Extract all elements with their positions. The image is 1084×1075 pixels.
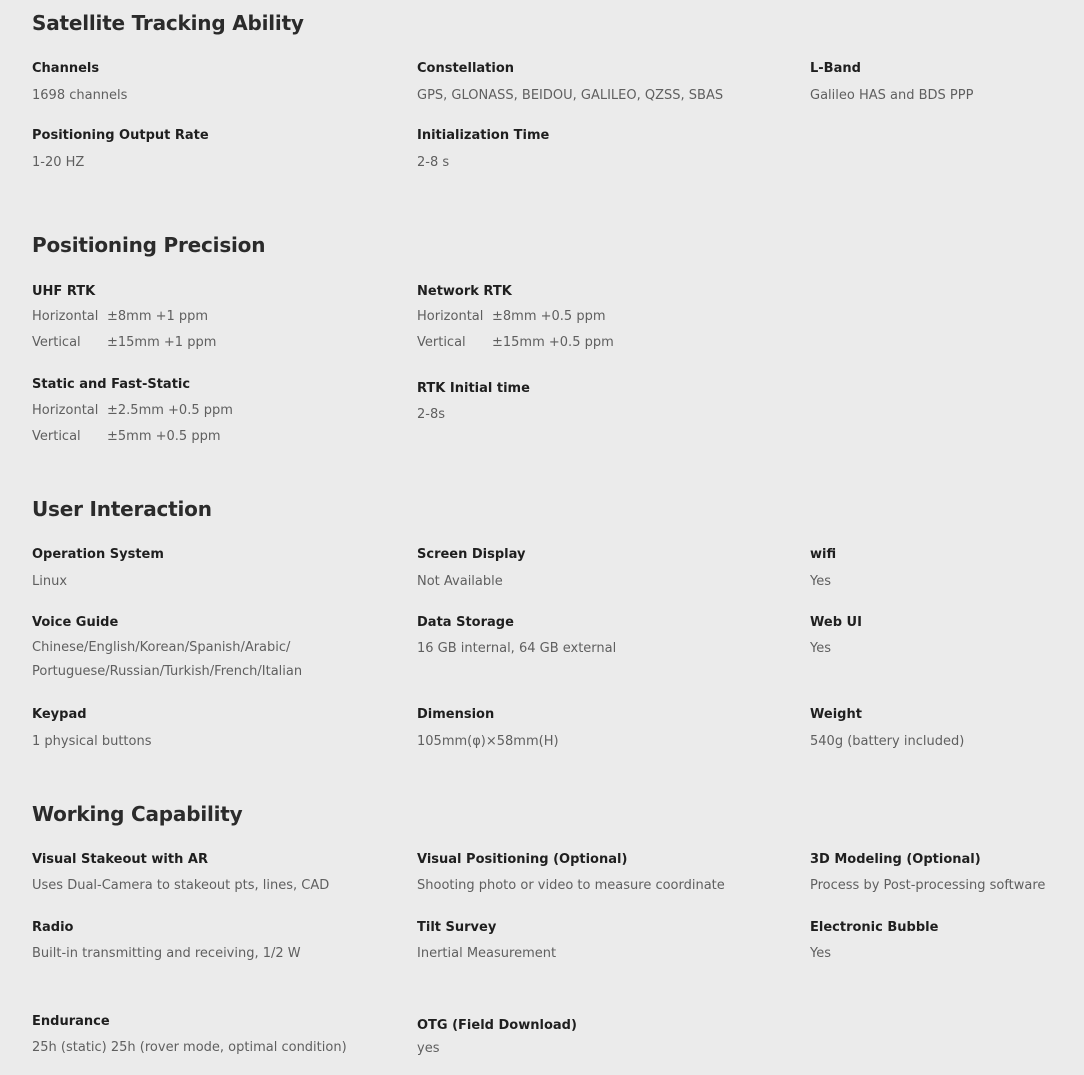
spec-value-visual-positioning: Shooting photo or video to measure coordinate: [417, 878, 725, 893]
spec-value-electronic-bubble: Yes: [810, 946, 831, 961]
spec-value-webui: Yes: [810, 641, 831, 656]
spec-value-lband: Galileo HAS and BDS PPP: [810, 88, 974, 103]
spec-label-voice: Voice Guide: [32, 615, 119, 630]
spec-value-endurance: 25h (static) 25h (rover mode, optimal condition): [32, 1040, 347, 1055]
spec-label-otg: OTG (Field Download): [417, 1018, 577, 1033]
spec-value-storage: 16 GB internal, 64 GB external: [417, 641, 617, 656]
spec-value-os: Linux: [32, 574, 68, 589]
spec-value-constellation: GPS, GLONASS, BEIDOU, GALILEO, QZSS, SBAS: [417, 88, 724, 103]
spec-label-weight: Weight: [810, 707, 862, 722]
spec-value-uhf-rtk: [32, 304, 216, 356]
spec-value-3d-modeling: Process by Post-processing software: [810, 878, 1046, 893]
spec-label-screen: Screen Display: [417, 547, 526, 562]
spec-label-uhf-rtk: UHF RTK: [32, 284, 96, 299]
section-title-interaction: User Interaction: [32, 497, 212, 521]
spec-value-channels: 1698 channels: [32, 88, 128, 103]
spec-label-keypad: Keypad: [32, 707, 87, 722]
precision-value: ±15mm +1 ppm: [107, 335, 217, 350]
precision-value: ±8mm +0.5 ppm: [492, 309, 606, 324]
spec-label-tilt-survey: Tilt Survey: [417, 920, 497, 935]
spec-label-webui: Web UI: [810, 615, 862, 630]
spec-label-rtk-initial: RTK Initial time: [417, 381, 530, 396]
spec-label-visual-positioning: Visual Positioning (Optional): [417, 852, 628, 867]
spec-label-network-rtk: Network RTK: [417, 284, 512, 299]
spec-label-wifi: wifi: [810, 547, 837, 562]
spec-label-dimension: Dimension: [417, 707, 495, 722]
spec-value-tilt-survey: Inertial Measurement: [417, 946, 557, 961]
section-title-satellite: Satellite Tracking Ability: [32, 11, 304, 35]
precision-value: ±5mm +0.5 ppm: [107, 429, 221, 444]
spec-value-wifi: Yes: [810, 574, 831, 589]
precision-value: ±8mm +1 ppm: [107, 309, 209, 324]
section-title-working: Working Capability: [32, 802, 243, 826]
spec-label-3d-modeling: 3D Modeling (Optional): [810, 852, 981, 867]
direction-vertical: Vertical: [32, 429, 81, 444]
spec-value-keypad: 1 physical buttons: [32, 734, 152, 749]
direction-horizontal: Horizontal: [32, 309, 99, 324]
spec-value-otg: yes: [417, 1041, 440, 1056]
section-title-precision: Positioning Precision: [32, 233, 266, 257]
voice-line-2: Portuguese/Russian/Turkish/French/Italian: [32, 664, 303, 679]
direction-horizontal: Horizontal: [417, 309, 484, 324]
spec-label-lband: L-Band: [810, 61, 861, 76]
spec-value-voice: [32, 636, 302, 684]
spec-label-electronic-bubble: Electronic Bubble: [810, 920, 939, 935]
spec-label-static: Static and Fast-Static: [32, 377, 191, 392]
spec-value-dimension: 105mm(φ)×58mm(H): [417, 734, 559, 749]
spec-value-rtk-initial: 2-8s: [417, 407, 446, 422]
spec-label-os: Operation System: [32, 547, 164, 562]
spec-value-static: [32, 398, 233, 450]
spec-value-network-rtk: [417, 304, 614, 356]
spec-label-channels: Channels: [32, 61, 100, 76]
spec-label-endurance: Endurance: [32, 1014, 110, 1029]
spec-label-init-time: Initialization Time: [417, 128, 550, 143]
direction-horizontal: Horizontal: [32, 403, 99, 418]
spec-value-output-rate: 1-20 HZ: [32, 155, 85, 170]
spec-label-constellation: Constellation: [417, 61, 515, 76]
spec-label-radio: Radio: [32, 920, 74, 935]
direction-vertical: Vertical: [32, 335, 81, 350]
precision-value: ±2.5mm +0.5 ppm: [107, 403, 233, 418]
spec-value-ar-stakeout: Uses Dual-Camera to stakeout pts, lines, CAD: [32, 878, 330, 893]
spec-label-ar-stakeout: Visual Stakeout with AR: [32, 852, 208, 867]
spec-value-init-time: 2-8 s: [417, 155, 450, 170]
spec-value-weight: 540g (battery included): [810, 734, 965, 749]
spec-value-screen: Not Available: [417, 574, 503, 589]
precision-value: ±15mm +0.5 ppm: [492, 335, 614, 350]
voice-line-1: Chinese/English/Korean/Spanish/Arabic/: [32, 640, 291, 655]
spec-label-storage: Data Storage: [417, 615, 514, 630]
direction-vertical: Vertical: [417, 335, 466, 350]
spec-value-radio: Built-in transmitting and receiving, 1/2 W: [32, 946, 301, 961]
spec-label-output-rate: Positioning Output Rate: [32, 128, 209, 143]
